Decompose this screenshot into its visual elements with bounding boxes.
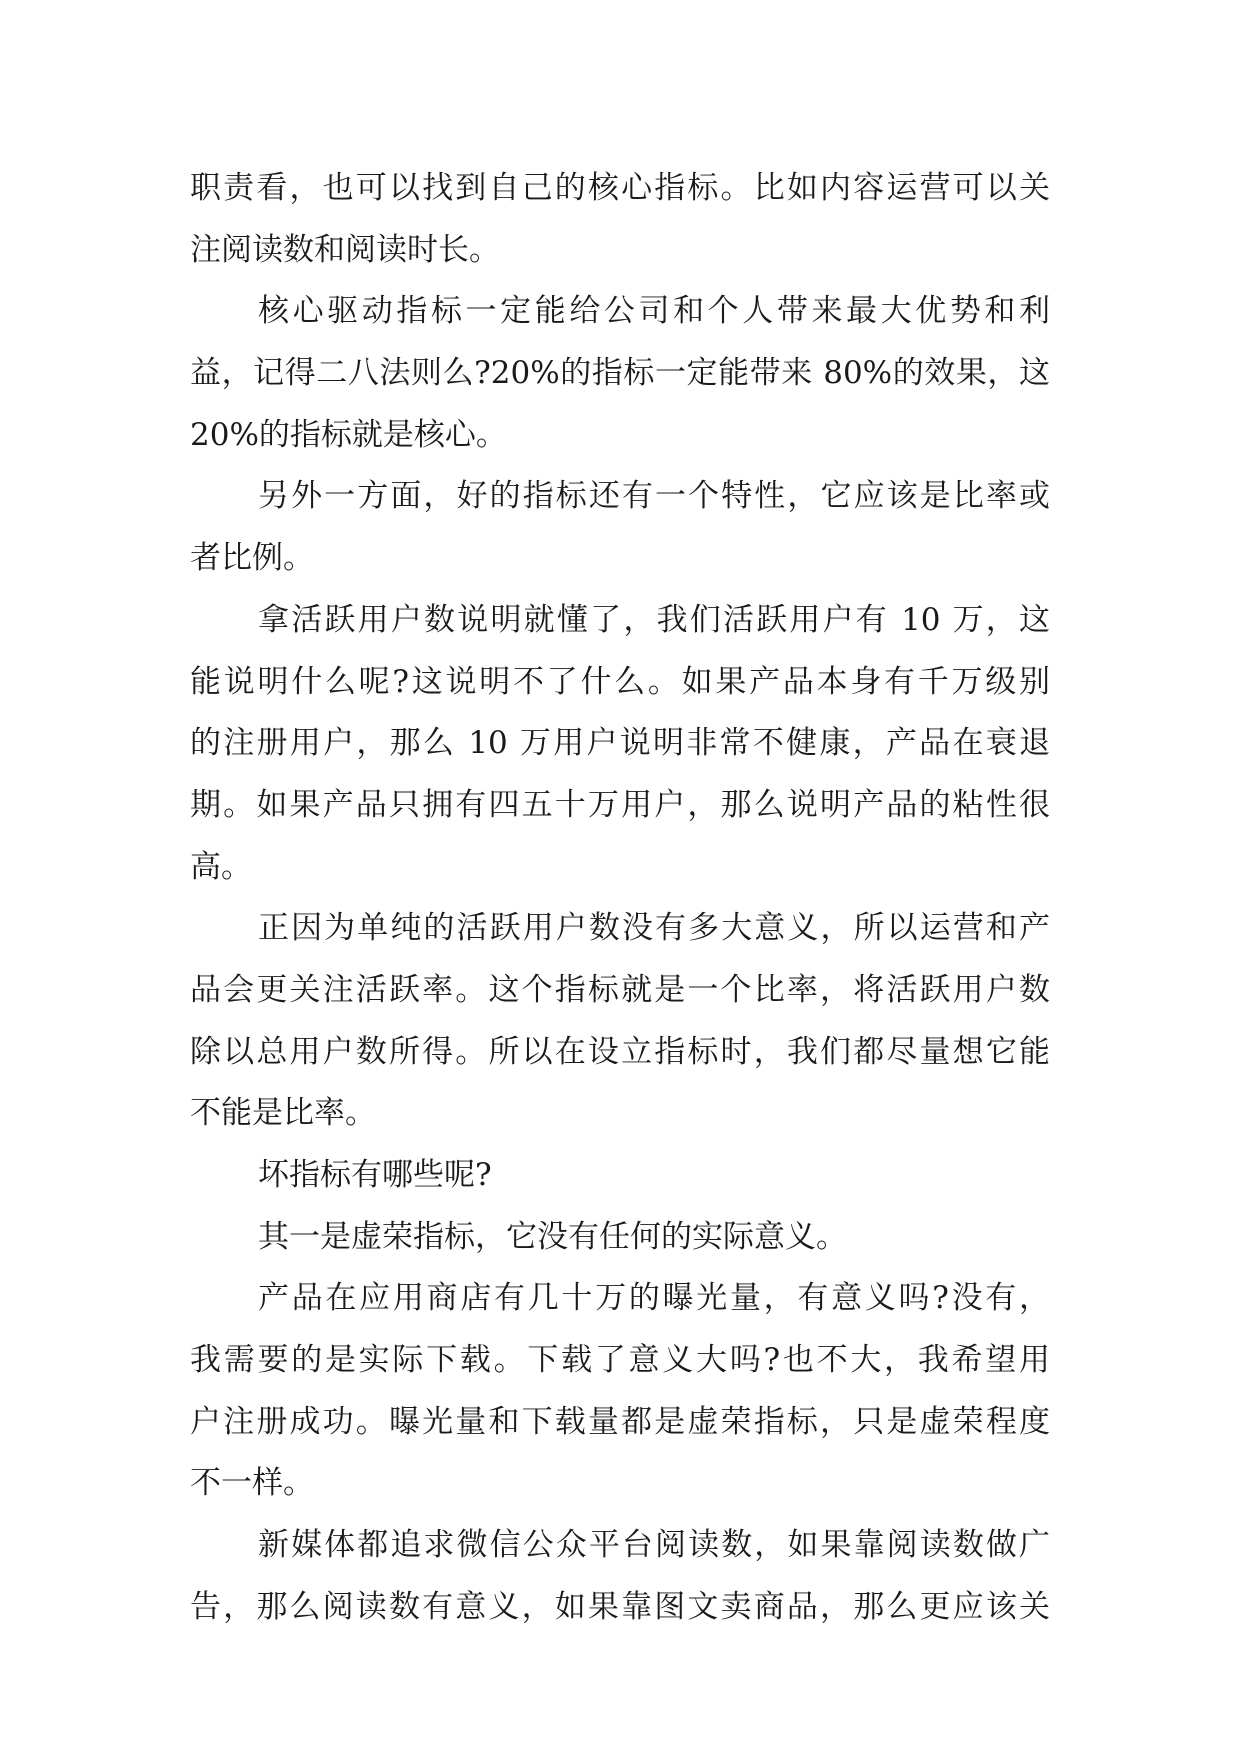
text-line: 不能是比率。	[190, 1095, 376, 1132]
text-line: 品会更关注活跃率。这个指标就是一个比率，将活跃用户数	[190, 971, 1050, 1008]
text-line: 期。如果产品只拥有四五十万用户，那么说明产品的粘性很	[190, 786, 1050, 823]
text-line: 户注册成功。曝光量和下载量都是虚荣指标，只是虚荣程度	[190, 1403, 1050, 1440]
text-line: 坏指标有哪些呢?	[258, 1157, 492, 1193]
text-line: 职责看，也可以找到自己的核心指标。比如内容运营可以关	[190, 170, 1050, 206]
text-line: 者比例。	[190, 540, 314, 577]
text-line: 我需要的是实际下载。下载了意义大吗?也不大，我希望用	[190, 1342, 1050, 1379]
text-line: 核心驱动指标一定能给公司和个人带来最大优势和利	[258, 293, 1050, 330]
text-line: 能说明什么呢?这说明不了什么。如果产品本身有千万级别	[190, 663, 1050, 700]
text-line: 新媒体都追求微信公众平台阅读数，如果靠阅读数做广	[258, 1527, 1050, 1564]
text-line: 拿活跃用户数说明就懂了，我们活跃用户有 10 万，这	[258, 601, 1050, 638]
text-line: 另外一方面，好的指标还有一个特性，它应该是比率或	[258, 478, 1050, 515]
text-line: 产品在应用商店有几十万的曝光量，有意义吗?没有，	[258, 1280, 1050, 1317]
text-line: 注阅读数和阅读时长。	[190, 231, 500, 268]
body-text	[190, 158, 1050, 1639]
text-line: 的注册用户，那么 10 万用户说明非常不健康，产品在衰退	[190, 725, 1050, 762]
text-line: 除以总用户数所得。所以在设立指标时，我们都尽量想它能	[190, 1033, 1050, 1070]
text-line: 正因为单纯的活跃用户数没有多大意义，所以运营和产	[258, 910, 1050, 947]
text-line: 高。	[190, 848, 252, 885]
text-line: 告，那么阅读数有意义，如果靠图文卖商品，那么更应该关	[190, 1588, 1050, 1625]
text-line: 其一是虚荣指标，它没有任何的实际意义。	[258, 1218, 847, 1255]
text-line: 不一样。	[190, 1465, 314, 1502]
text-line: 益，记得二八法则么?20%的指标一定能带来 80%的效果，这	[190, 355, 1050, 392]
text-line: 20%的指标就是核心。	[190, 416, 507, 453]
